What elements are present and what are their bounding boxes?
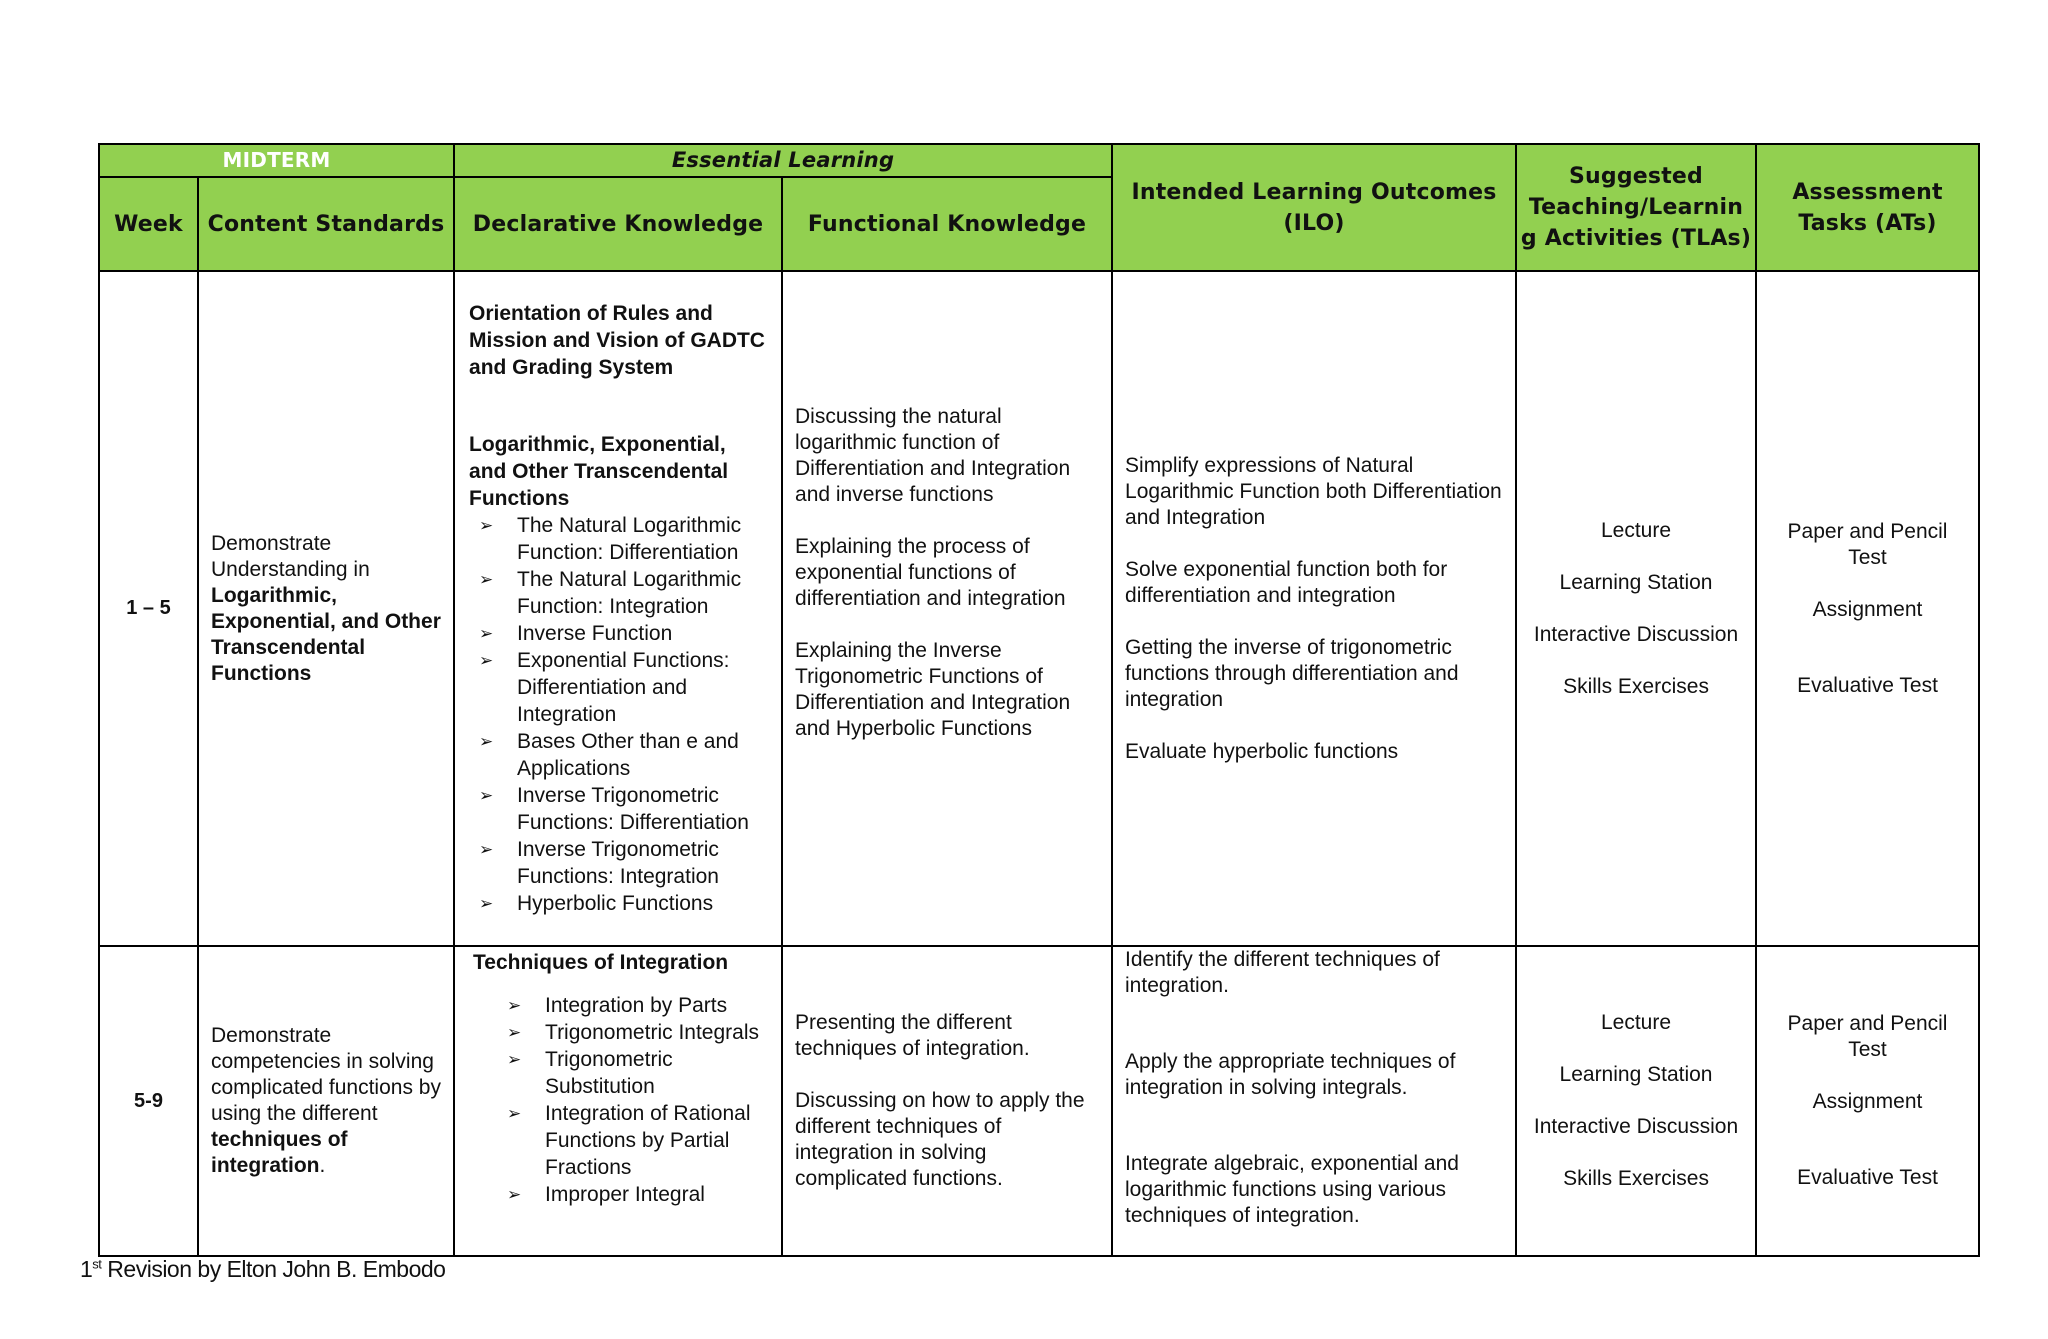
- list-item: ➢ Trigonometric Substitution: [507, 1048, 673, 1098]
- tla-item: Lecture: [1600, 518, 1672, 542]
- ats-cell: [1756, 946, 1979, 1256]
- list-item: ➢ Trigonometric Integrals: [507, 1021, 759, 1044]
- content-standards-tail: .: [319, 1154, 326, 1177]
- tlas-header: Suggested Teaching/Learnin g Activities (TLAs): [1516, 144, 1756, 271]
- arrow-bullet-icon: ➢: [507, 1050, 522, 1069]
- transcendental-topic: Logarithmic, Exponential, and Other Transcendental Functions: [469, 433, 729, 510]
- tla-item: Learning Station: [1559, 1063, 1713, 1086]
- at-item: Evaluative Test: [1797, 1166, 1938, 1189]
- arrow-bullet-icon: ➢: [507, 1104, 522, 1123]
- arrow-bullet-icon: ➢: [507, 996, 522, 1015]
- declarative-knowledge-cell: [454, 946, 782, 1256]
- tlas-cell: [1516, 271, 1756, 946]
- list-item: ➢ The Natural Logarithmic Function: Integration: [479, 568, 742, 618]
- content-standards-text: Demonstrate competencies in solving complicated functions by using the different: [211, 1024, 441, 1125]
- ilo-item: Identify the different techniques of integration.: [1125, 948, 1440, 997]
- ats-cell: [1756, 271, 1979, 946]
- tla-item: Skills Exercises: [1563, 674, 1709, 698]
- content-standards-emphasis: techniques of integration: [211, 1128, 348, 1177]
- list-item: ➢ The Natural Logarithmic Function: Differentiation: [479, 514, 742, 564]
- arrow-bullet-icon: ➢: [479, 624, 494, 643]
- table-row: [99, 946, 1979, 1256]
- arrow-bullet-icon: ➢: [479, 570, 494, 589]
- arrow-bullet-icon: ➢: [479, 894, 494, 913]
- list-item: ➢ Exponential Functions: Differentiation and Integration: [479, 649, 730, 726]
- at-item: Paper and Pencil Test: [1787, 1012, 1948, 1061]
- content-standards-header: Content Standards: [198, 177, 454, 271]
- declarative-list: [469, 512, 767, 917]
- arrow-bullet-icon: ➢: [479, 840, 494, 859]
- at-item: Paper and Pencil Test: [1787, 519, 1948, 569]
- arrow-bullet-icon: ➢: [507, 1023, 522, 1042]
- tla-item: Lecture: [1600, 1011, 1672, 1034]
- ilo-item: Integrate algebraic, exponential and logarithmic functions using various techniques of integration.: [1125, 1152, 1459, 1227]
- declarative-knowledge-header: Declarative Knowledge: [454, 177, 782, 271]
- at-item: Assignment: [1812, 597, 1923, 621]
- declarative-list: [497, 992, 767, 1208]
- arrow-bullet-icon: ➢: [479, 651, 494, 670]
- at-item: Assignment: [1812, 1090, 1923, 1113]
- essential-learning-header: Essential Learning: [454, 144, 1112, 177]
- ats-header: Assessment Tasks (ATs): [1756, 144, 1979, 271]
- content-standards-text: Demonstrate Understanding in: [211, 531, 370, 581]
- ilo-header: Intended Learning Outcomes (ILO): [1112, 144, 1516, 271]
- list-item: ➢ Integration of Rational Functions by Partial Fractions: [507, 1102, 751, 1179]
- arrow-bullet-icon: ➢: [479, 786, 494, 805]
- list-item: ➢ Hyperbolic Functions: [479, 892, 714, 915]
- ilo-item: Getting the inverse of trigonometric functions through differentiation and integration: [1125, 635, 1459, 711]
- tla-item: Skills Exercises: [1563, 1167, 1709, 1190]
- ilo-item: Simplify expressions of Natural Logarithmic Function both Differentiation and Integration: [1125, 453, 1502, 529]
- ilo-item: Evaluate hyperbolic functions: [1125, 739, 1399, 763]
- syllabus-table: [98, 143, 1980, 1257]
- arrow-bullet-icon: ➢: [479, 732, 494, 751]
- ilo-cell: [1112, 946, 1516, 1256]
- list-item: ➢ Inverse Function: [479, 622, 673, 645]
- list-item: ➢ Improper Integral: [507, 1183, 705, 1206]
- declarative-knowledge-cell: [454, 271, 782, 946]
- functional-item: Discussing on how to apply the different techniques of integration in solving complicated functions.: [795, 1089, 1085, 1190]
- ilo-cell: [1112, 271, 1516, 946]
- content-standards-cell: [198, 271, 454, 946]
- arrow-bullet-icon: ➢: [479, 516, 494, 535]
- arrow-bullet-icon: ➢: [507, 1185, 522, 1204]
- functional-knowledge-cell: [782, 946, 1112, 1256]
- revision-footer: [80, 1256, 445, 1283]
- tla-item: Interactive Discussion: [1533, 622, 1739, 646]
- content-standards-emphasis: Logarithmic, Exponential, and Other Transcendental Functions: [211, 583, 441, 685]
- functional-knowledge-header: Functional Knowledge: [782, 177, 1112, 271]
- content-standards-cell: [198, 946, 454, 1256]
- revision-text: Revision by Elton John B. Embodo: [101, 1256, 446, 1282]
- orientation-topic: Orientation of Rules and Mission and Vision of GADTC and Grading System: [469, 302, 765, 379]
- functional-item: Explaining the Inverse Trigonometric Functions of Differentiation and Integration and Hyperbolic Functions: [795, 639, 1071, 740]
- week-header: Week: [99, 177, 198, 271]
- week-cell: 5-9: [99, 946, 198, 1256]
- functional-item: Presenting the different techniques of integration.: [795, 1011, 1030, 1060]
- techniques-topic: Techniques of Integration: [473, 951, 729, 974]
- revision-ordinal: 1: [80, 1256, 93, 1282]
- ilo-item: Apply the appropriate techniques of integration in solving integrals.: [1125, 1050, 1456, 1099]
- functional-item: Discussing the natural logarithmic function of Differentiation and Integration and inverse functions: [795, 405, 1071, 506]
- list-item: ➢ Bases Other than e and Applications: [479, 730, 739, 780]
- revision-ordinal-suffix: st: [92, 1256, 102, 1272]
- ilo-item: Solve exponential function both for differentiation and integration: [1125, 557, 1448, 607]
- at-item: Evaluative Test: [1797, 673, 1938, 697]
- list-item: ➢ Integration by Parts: [507, 994, 728, 1017]
- list-item: ➢ Inverse Trigonometric Functions: Differentiation: [479, 784, 749, 834]
- week-cell: 1 – 5: [99, 271, 198, 946]
- functional-knowledge-cell: [782, 271, 1112, 946]
- functional-item: Explaining the process of exponential functions of differentiation and integration: [795, 535, 1066, 610]
- tla-item: Interactive Discussion: [1533, 1115, 1739, 1138]
- tla-item: Learning Station: [1559, 570, 1713, 594]
- tlas-cell: [1516, 946, 1756, 1256]
- midterm-header: MIDTERM: [99, 144, 454, 177]
- list-item: ➢ Inverse Trigonometric Functions: Integration: [479, 838, 719, 888]
- table-row: [99, 271, 1979, 946]
